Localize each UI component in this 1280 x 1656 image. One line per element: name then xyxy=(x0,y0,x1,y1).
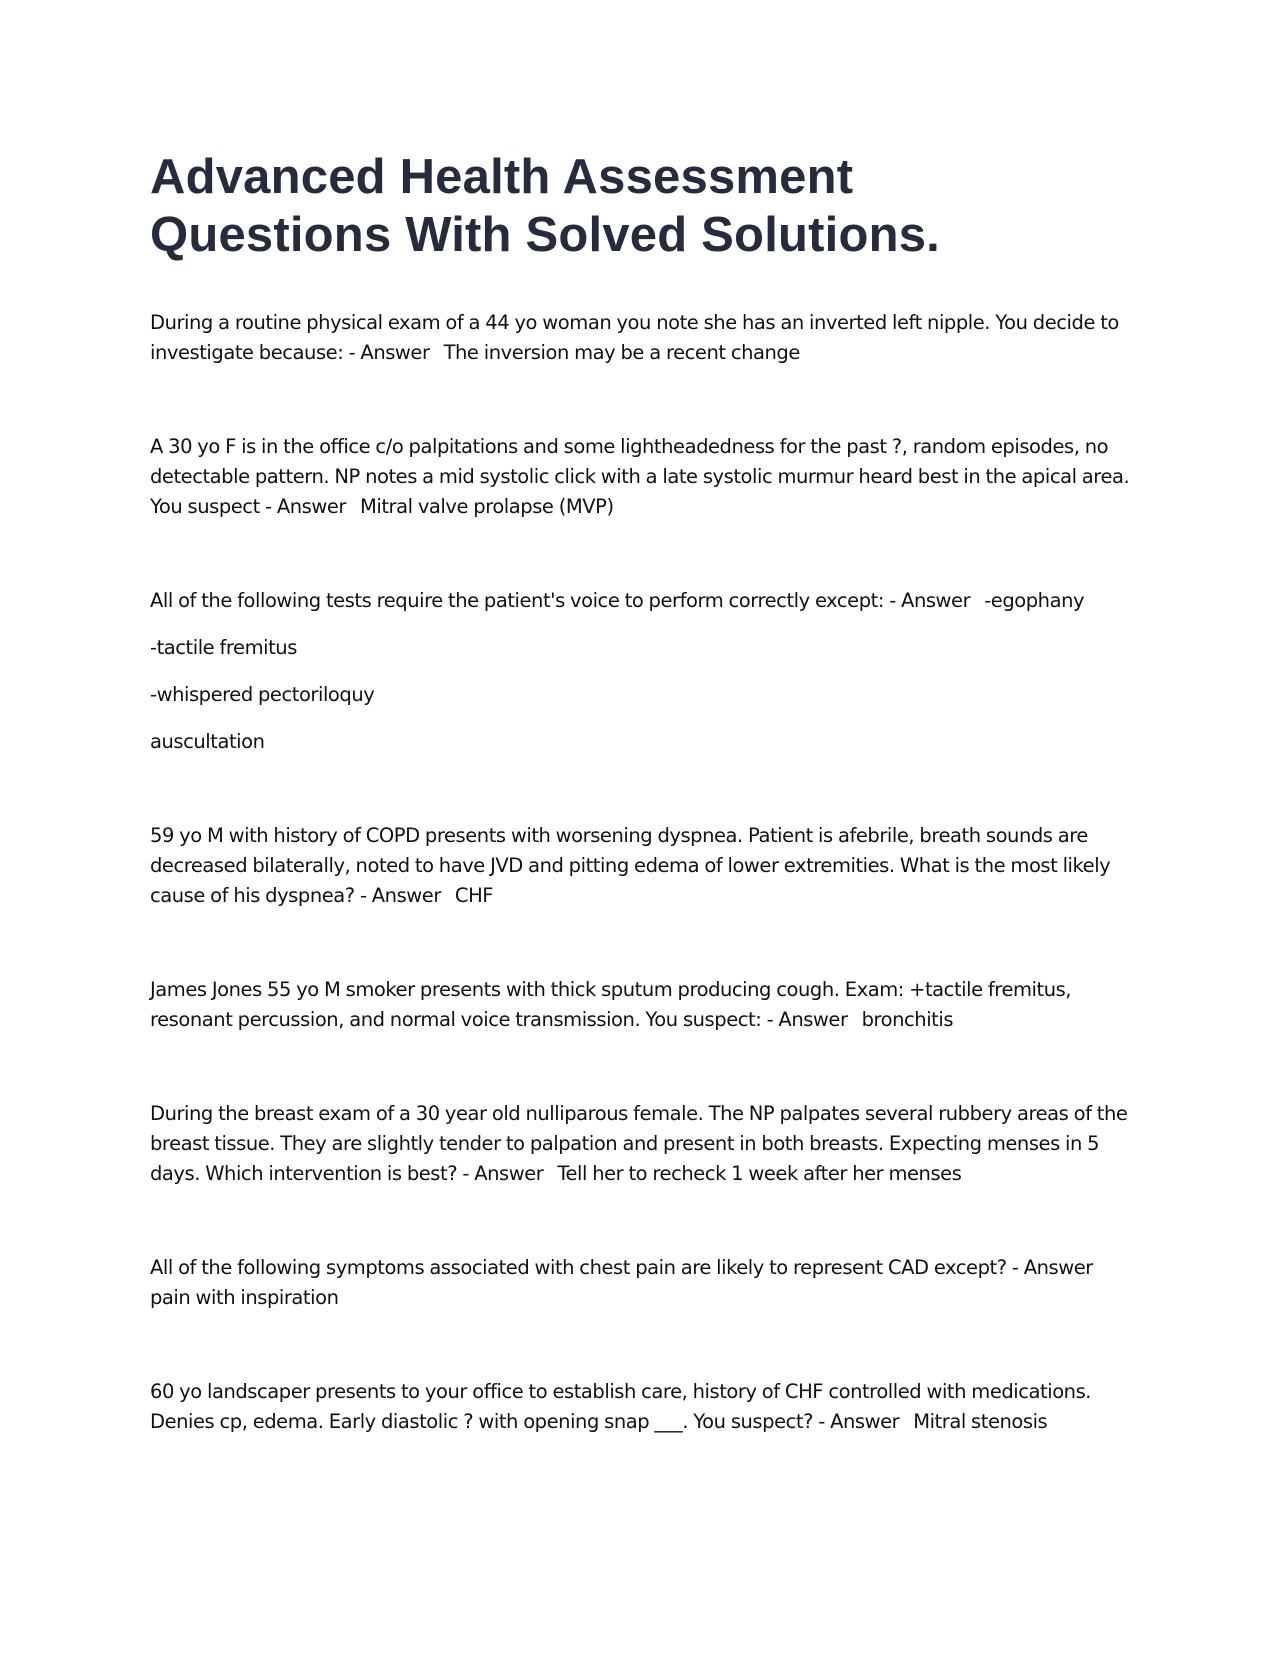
question-text: 59 yo M with history of COPD presents with worsening dyspnea. Patient is afebrile, breath sounds are decreased bilaterally, noted to have JVD and pitting edema of lower extremities. What is the most likely cause of his dyspnea? xyxy=(150,824,1111,907)
qa-question-line xyxy=(150,308,1140,368)
answer-text: -egophany xyxy=(984,589,1085,612)
answer-marker: - Answer xyxy=(766,1008,848,1031)
title-line-2: Questions With Solved Solutions. xyxy=(150,208,940,262)
question-text: 60 yo landscaper presents to your office to establish care, history of CHF controlled with medications. Denies cp, edema. Early diastolic ? with opening snap ___. You suspect? xyxy=(150,1380,1092,1433)
answer-marker: - Answer xyxy=(359,884,441,907)
answer-text: CHF xyxy=(454,884,494,907)
answer-text: bronchitis xyxy=(861,1008,954,1031)
qa-list xyxy=(150,308,1140,1437)
answer-text: Mitral stenosis xyxy=(913,1410,1048,1433)
qa-item xyxy=(150,1099,1140,1189)
qa-question-line xyxy=(150,821,1140,911)
answer-text: pain with inspiration xyxy=(150,1286,339,1309)
answer-text: The inversion may be a recent change xyxy=(443,341,800,364)
answer-option-line: -whispered pectoriloquy xyxy=(150,683,375,706)
qa-item xyxy=(150,821,1140,911)
question-text: A 30 yo F is in the office c/o palpitations and some lightheadedness for the past ?, random episodes, no detectable pattern. NP notes a mid systolic click with a late systolic murmur heard best in the apical area. You suspect xyxy=(150,435,1130,518)
question-text: All of the following tests require the patient's voice to perform correctly except: xyxy=(150,589,884,612)
qa-question-line xyxy=(150,586,1140,616)
qa-item xyxy=(150,1377,1140,1437)
document-title xyxy=(150,148,1140,264)
qa-question-line xyxy=(150,1099,1140,1189)
answer-marker: - Answer xyxy=(348,341,430,364)
answer-text: Tell her to recheck 1 week after her menses xyxy=(557,1162,962,1185)
answer-marker: - Answer xyxy=(462,1162,544,1185)
answer-marker: - Answer xyxy=(265,495,346,518)
title-line-1: Advanced Health Assessment xyxy=(150,150,854,204)
answer-marker: - Answer xyxy=(818,1410,900,1433)
qa-question-line xyxy=(150,1377,1140,1437)
qa-item xyxy=(150,1253,1140,1313)
qa-item xyxy=(150,432,1140,522)
qa-question-line xyxy=(150,1253,1140,1313)
question-text: All of the following symptoms associated with chest pain are likely to represent CAD except? xyxy=(150,1256,1007,1279)
answer-marker: - Answer xyxy=(889,589,971,612)
question-text: During a routine physical exam of a 44 yo woman you note she has an inverted left nipple. You decide to investigate because: xyxy=(150,311,1119,364)
question-text: During the breast exam of a 30 year old nulliparous female. The NP palpates several rubbery areas of the breast tissue. They are slightly tender to palpation and present in both breasts. Expecting menses in 5 days. Which intervention is best? xyxy=(150,1102,1128,1185)
document-page xyxy=(150,148,1140,1501)
answer-text: Mitral valve prolapse (MVP) xyxy=(360,495,614,518)
question-text: James Jones 55 yo M smoker presents with thick sputum producing cough. Exam: +tactile fremitus, resonant percussion, and normal voice transmission. You suspect: xyxy=(150,978,1072,1031)
answer-option-line: -tactile fremitus xyxy=(150,636,297,659)
answer-marker: - Answer xyxy=(1011,1256,1093,1279)
qa-item xyxy=(150,586,1140,757)
qa-item xyxy=(150,308,1140,368)
qa-item xyxy=(150,975,1140,1035)
qa-question-line xyxy=(150,975,1140,1035)
qa-question-line xyxy=(150,432,1140,522)
answer-option-line: auscultation xyxy=(150,730,265,753)
